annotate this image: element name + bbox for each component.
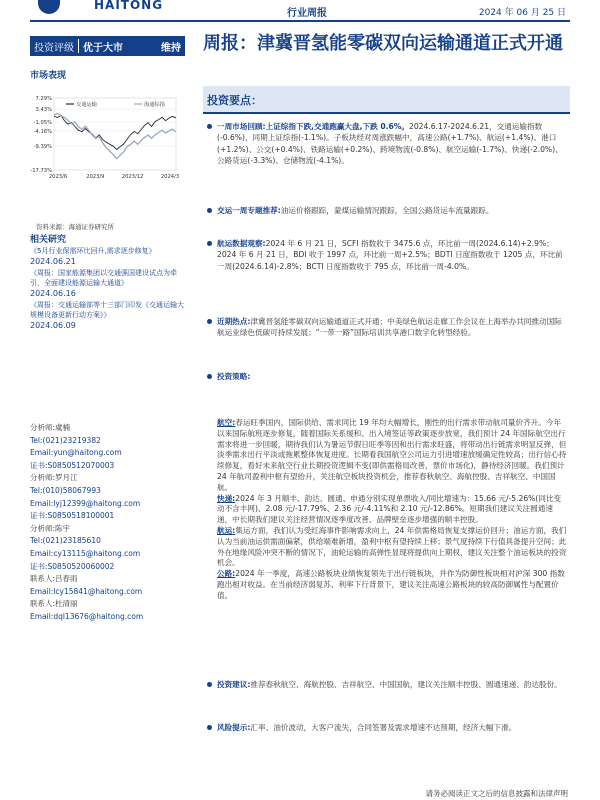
related-item-date: 2024.06.21 [30, 257, 76, 266]
report-date: 2024 年 06 月 25 日 [478, 8, 566, 18]
footer-disclaimer: 请务必阅读正文之后的信息披露和法律声明 [425, 789, 568, 798]
chart-y-tick-label: 3.43% [35, 107, 52, 114]
bullet-strategy: 投资策略: [206, 371, 568, 382]
strategy-keyword: 航空: [217, 418, 236, 427]
analyst-contacts [30, 422, 185, 624]
analyst-cert: 证书:S0850512070003 [30, 460, 115, 470]
related-item-date: 2024.06.09 [30, 321, 76, 330]
analyst-tel: Tel:(010)58067993 [30, 485, 101, 495]
strategy-keyword: 快递: [217, 493, 236, 503]
haitong-logo-mark-icon [38, 0, 60, 14]
contact-email: Email:dql13676@haitong.com [30, 611, 144, 621]
chart-legend-label: 海通综指 [144, 102, 165, 108]
key-points-divider [203, 112, 570, 114]
chart-y-tick-label: -4.16% [33, 128, 52, 135]
related-title: 相关研究 [30, 235, 67, 245]
analyst-email: Email:cy13115@haitong.com [30, 548, 141, 558]
related-item-title: 《周报：交通运输部等十三部门印发《交通运输大规模设备更新行动方案》》 [30, 301, 184, 319]
analyst-name: 分析师:罗月江 [30, 473, 78, 483]
page-title: 周报：津冀晋氢能零碳双向运输通道正式开通 [203, 33, 563, 54]
market-performance-chart [30, 92, 185, 188]
rating-industry: 优于大市 [83, 42, 123, 54]
rating-bar [30, 36, 185, 56]
related-item-date: 2024.06.16 [30, 289, 76, 298]
sidebar [30, 36, 185, 81]
bullet-hotspot: 近期热点:津冀晋氢能零碳双向运输通道正式开通；中美绿色航运走廊工作会议在上海举办共同推动国际航运业绿色低碳可持续发展；“一带一路”国际培训共享港口数字化转型经验。 [206, 316, 568, 339]
bullet-topic: 交运一周专题推荐:油运价格跟踪，蒙煤运输情况跟踪，全国公路货运车流量跟踪。 [206, 205, 568, 216]
chart-source: 资料来源：海通证券研究所 [36, 223, 114, 231]
chart-y-tick-label: -1.05% [33, 120, 52, 126]
rating-action: 维持 [161, 42, 181, 54]
strategy-keyword: 航运: [217, 525, 236, 535]
chart-y-tick-label: -9.39% [33, 144, 52, 150]
strategy-paragraph [217, 418, 568, 494]
strategy-paragraph [217, 526, 568, 569]
chart-y-tick-label: -17.73% [30, 168, 52, 174]
related-item-title: 《5月行业保需环比回升,需求逐步修复》 [30, 247, 156, 255]
strategy-body: 春运旺季国内，国际供给、需求同比 19 年均大幅增长，刚性的出行需求带动航司量价齐升。今年以来国际航班逐步修复，随着国际关系缓和、出入境签证等政策逐步放宽，我们预计 24 年国际航空出行需求将进一步回暖，期待我们认为暑运节假日旺季等因和出行需求旺盛，将带动出行链需求明显反弹，但淡季需求出行平淡或拖累整体恢复进度。长期看我国航空公司运力引进增速放缓确定性较高；出行信心持续修复，看好未来航空行业长期投资逻辑不变(即供需格局改善，票价市场化)，静待经济回暖。我们预计 24 年航司盈利中枢有望抬升，关注航空板块投资机会，推荐春秋航空、海航控股、吉祥航空、中国国航。 [217, 418, 567, 492]
contact-name: 联系人:吕春雨 [30, 574, 78, 584]
rating-label: 投资评级 [34, 42, 74, 54]
report-header [0, 0, 600, 24]
strategy-paragraph [217, 494, 568, 526]
chart-y-tick-label: 7.29% [35, 96, 52, 102]
report-type: 行业周报 [287, 8, 327, 19]
contact-email: Email:lcy15841@haitong.com [30, 586, 143, 596]
strategy-section [217, 418, 568, 602]
related-item-title: 《周报：国家能源集团以交通强国建设试点为牵引，全面建设能源运输大通道》 [30, 269, 177, 287]
bullet-recommendation: 投资建议:推荐春秋航空、海航控股、吉祥航空、中国国航，建议关注顺丰控股、圆通速递、韵达股份。 [206, 679, 568, 690]
analyst-tel: Tel:(021)23219382 [30, 435, 101, 445]
chart-x-tick-label: 2023/6 [48, 174, 68, 180]
header-divider [30, 20, 570, 22]
chart-x-tick-label: 2023/12 [121, 174, 144, 180]
analyst-cert: 证书:S0850520060002 [30, 561, 115, 571]
analyst-email: Email:lyj12399@haitong.com [30, 498, 141, 508]
related-list [30, 246, 185, 331]
chart-x-tick-label: 2023/9 [86, 174, 105, 180]
bullet-market-review: 一周市场回顾:上证综指下跌,交通跑赢大盘,下跌 0.6%。2024.6.17-2024.6.21，交通运输指数(-0.6%)，同期上证综指(-1.1%)。子板块经对周涨跌幅中，高速公路(+1.7%)、航运(+1.4%)、港口(+1.2%)、公交(+0.4%)、铁路运输(+0.2%)、跨境物流(-0.8%)、航空运输(-1.7%)、快递(-2.0%)、公路货运(-3.3%)、仓储物流(-4.1%)。 [206, 121, 568, 167]
analyst-tel: Tel:(021)23185610 [30, 536, 101, 546]
strategy-keyword: 公路: [217, 569, 236, 579]
bullet-risk: 风险提示:汇率、油价波动，大客户流失，合同签署及需求增速不达预期，经济大幅下滑。 [206, 722, 568, 733]
chart-x-tick-label: 2024/3 [160, 174, 180, 180]
key-points-header [203, 86, 570, 112]
analyst-cert: 证书:S0850518100001 [30, 511, 115, 521]
related-research [30, 232, 185, 331]
key-points-title: 投资要点： [207, 94, 262, 107]
logo-text: HAITONG [94, 0, 164, 12]
strategy-body: 集运方面，我们认为受红海事件影响需求向上，24 年供需格局恢复支撑运价回升；油运方面，我们认为当前油运供需面偏紧，供给端难新增，盈利中枢有望持续上移；景气度持续下行值具备提升空间；此外在地缘风险冲突不断的情况下，油轮运输的高弹性显现将提供向上期权，建议关注整个油运板块的投资机会。 [217, 525, 567, 568]
contact-name: 联系人:杜清丽 [30, 599, 78, 609]
strategy-body: 2024 年一季度，高速公路板块业绩恢复领先于出行链板块，并作为防御性板块相对沪深 300 指数跑出相对收益。在当前经济弱复苏、利率下行背景下，建议关注高速公路板块的较高防御属性与配置价值。 [217, 569, 565, 600]
strategy-body: 2024 年 3 月顺丰、韵达、圆通、申通分别实现单票收入/同比增速为：15.66 元/-5.26%(同比变动不含丰网)、2.08 元/-17.79%、2.36 元/-4.11%和 2.10 元/-12.86%。短期我们建议关注圆通速递，中长期我们建议关注经营情况逐季度改善、品牌壁垒逐步增强的顺丰控股。 [217, 493, 562, 525]
analyst-name: 分析师:陈宇 [30, 523, 71, 533]
analyst-name: 分析师:虞楠 [30, 423, 71, 432]
haitong-logo [30, 0, 180, 20]
analyst-email: Email:yun@haitong.com [30, 448, 122, 458]
chart-legend-label: 交通运输 [76, 102, 97, 108]
market-title: 市场表现 [30, 71, 67, 81]
bullet-shipping-data: 航运数据观察:2024 年 6 月 21 日，SCFI 指数收于 3475.6 点，环比前一周(2024.6.14)+2.9%；2024 年 6 月 21 日，BDI 收于 1997 点，环比前一周+2.5%；BDTI 日度指数收于 1205 点，环比前一周(2024.6.14)-2.8%；BCTI 日度指数收于 795 点，环比前一周-4.0%。 [206, 238, 568, 272]
strategy-paragraph [217, 569, 568, 601]
chart-frame [54, 98, 176, 170]
